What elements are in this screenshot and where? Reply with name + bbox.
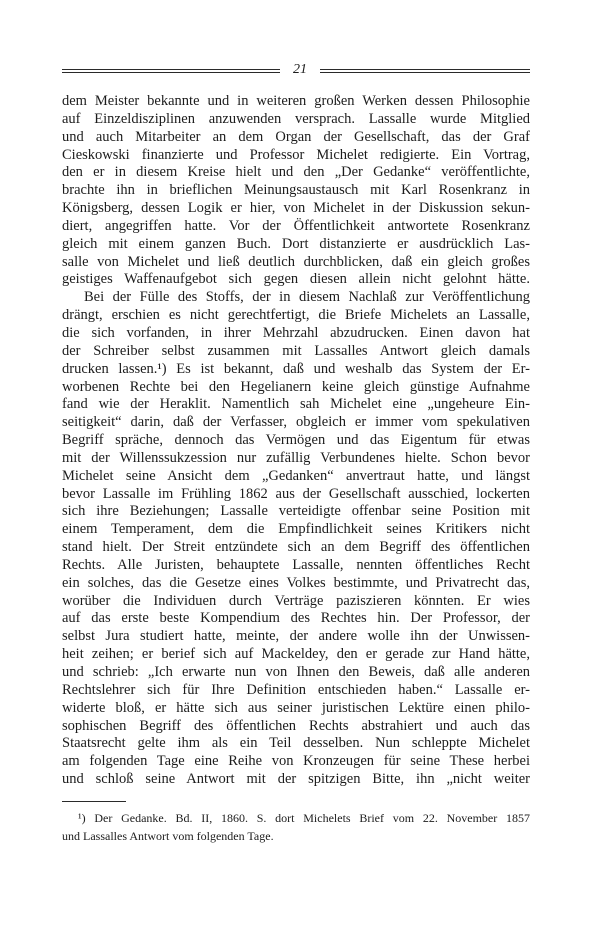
text-line: sich ihre Beziehungen; Lassalle verteidigte offenbar seine Position mit [62, 503, 530, 520]
text-line: Rechts. Alle Juristen, behauptete Lassalle, nennten öffentliches Recht [62, 556, 530, 573]
text-line: widerte bloß, er hätte sich aus seiner juristischen Lektüre einen philo- [62, 699, 530, 716]
text-line: gleich mit einem ganzen Buch. Dort distanzierte er ausdrücklich Las- [62, 235, 530, 252]
text-line: mit der Willenssukzession nur zufällig Verbundenes hielte. Schon bevor [62, 449, 530, 466]
text-line: und schrieb: „Ich erwarte nun von Ihnen den Beweis, daß alle anderen [62, 664, 530, 680]
text-line: Michelet seine Ansicht dem „Gedanken“ anvertraut hatte, und längst [62, 467, 530, 484]
text-line: Begriff spräche, dennoch das Vermögen und das Eigentum für etwas [62, 432, 530, 449]
text-line: auf das erste beste Kompendium des Rechtes hin. Der Professor, der [62, 610, 530, 627]
text-line: die sich vorfanden, in ihrer Mehrzahl abzudrucken. Einen davon hat [62, 324, 530, 341]
text-line: Cieskowski finanzierte und Professor Michelet redigierte. Ein Vortrag, [62, 146, 530, 163]
text-line: ein solches, das die Gesetze eines Volkes bestimmte, und Privatrecht das, [62, 574, 530, 591]
footnote-separator [62, 801, 126, 802]
text-line: Rechtslehrer sich für Ihre Definition entschieden haben.“ Lassalle er- [62, 681, 530, 698]
text-line: am folgenden Tage eine Reihe von Kronzeugen für seine These herbei [62, 753, 530, 770]
body-text [62, 93, 530, 789]
footnotes [62, 809, 530, 845]
paragraph-start-line: Bei der Fülle des Stoffs, der in diesem Nachlaß zur Veröffentlichung [84, 289, 530, 306]
text-line: fand wie der Heraklit. Namentlich sah Michelet eine „ungeheure Ein- [62, 396, 530, 413]
text-line: den er in diesem Kreise hielt und den „Der Gedanke“ veröffentlichte, [62, 164, 530, 181]
text-line: diert, angegriffen hatte. Vor der Öffentlichkeit antwortete Rosenkranz [62, 217, 530, 234]
footnote-line: ¹) Der Gedanke. Bd. II, 1860. S. dort Michelets Brief vom 22. November 1857 [78, 811, 530, 825]
text-line: worbenen Rechte bei den Hegelianern keine gleich günstige Aufnahme [62, 378, 530, 395]
footnote-line: und Lassalles Antwort vom folgenden Tage. [62, 829, 274, 843]
text-line: der Schreiber selbst zusammen mit Lassalles Antwort gleich damals [62, 342, 530, 359]
text-line: Staatsrecht gelte ihm als ein Teil desselben. Nun schleppte Michelet [62, 735, 530, 752]
text-line: heit zeihen; er berief sich auf Mackeldey, den er gerade zur Hand hätte, [62, 646, 530, 663]
text-line: drucken lassen.¹) Es ist bekannt, daß und weshalb das System der Er- [62, 360, 530, 377]
text-line: bevor Lassalle im Frühling 1862 aus der Gesellschaft ausschied, lockerten [62, 485, 530, 502]
text-line: worüber die Individuen durch Verträge paziszieren könnten. Er wies [62, 592, 530, 609]
text-line: und auch Mitarbeiter an dem Organ der Gesellschaft, das der Graf [62, 128, 530, 145]
text-line: brachte ihn in brieflichen Meinungsaustausch mit Karl Rosenkranz in [62, 182, 530, 199]
text-line: salle von Michelet und ließ deutlich durchblicken, daß ein gleich großes [62, 253, 530, 270]
text-line: selbst Jura studiert hatte, meinte, der andere wolle ihn der Unwissen- [62, 628, 530, 645]
page-number: 21 [293, 62, 307, 77]
text-line: seitigkeit“ darin, daß der Verfasser, obgleich er immer vom spekulativen [62, 414, 530, 431]
header-rule-left [62, 69, 280, 73]
header-rule-right [320, 69, 530, 73]
text-line: stand hielt. Der Streit entzündete sich an dem Begriff des öffentlichen [62, 539, 530, 556]
text-line: einem Temperament, dem die Empfindlichkeit seines Kritikers nicht [62, 521, 530, 538]
text-line: auf Einzeldisziplinen anzuwenden versprach. Lassalle wurde Mitglied [62, 110, 530, 127]
text-line: geistiges Waffenaufgebot sich gegen diesen allein nicht gelohnt hätte. [62, 271, 530, 288]
text-line: drängt, erschien es nicht gerechtfertigt, die Briefe Michelets an Lassalle, [62, 307, 530, 324]
text-line: sophischen Begriff des öffentlichen Rechts abstrahiert und auch das [62, 717, 530, 734]
page-header [62, 62, 530, 78]
text-line: und schloß seine Antwort mit der spitzigen Bitte, ihn „nicht weiter [62, 771, 530, 788]
text-line: dem Meister bekannte und in weiteren großen Werken dessen Philosophie [62, 93, 530, 109]
text-line: Königsberg, dessen Logik er hier, von Michelet in der Diskussion sekun- [62, 200, 530, 217]
